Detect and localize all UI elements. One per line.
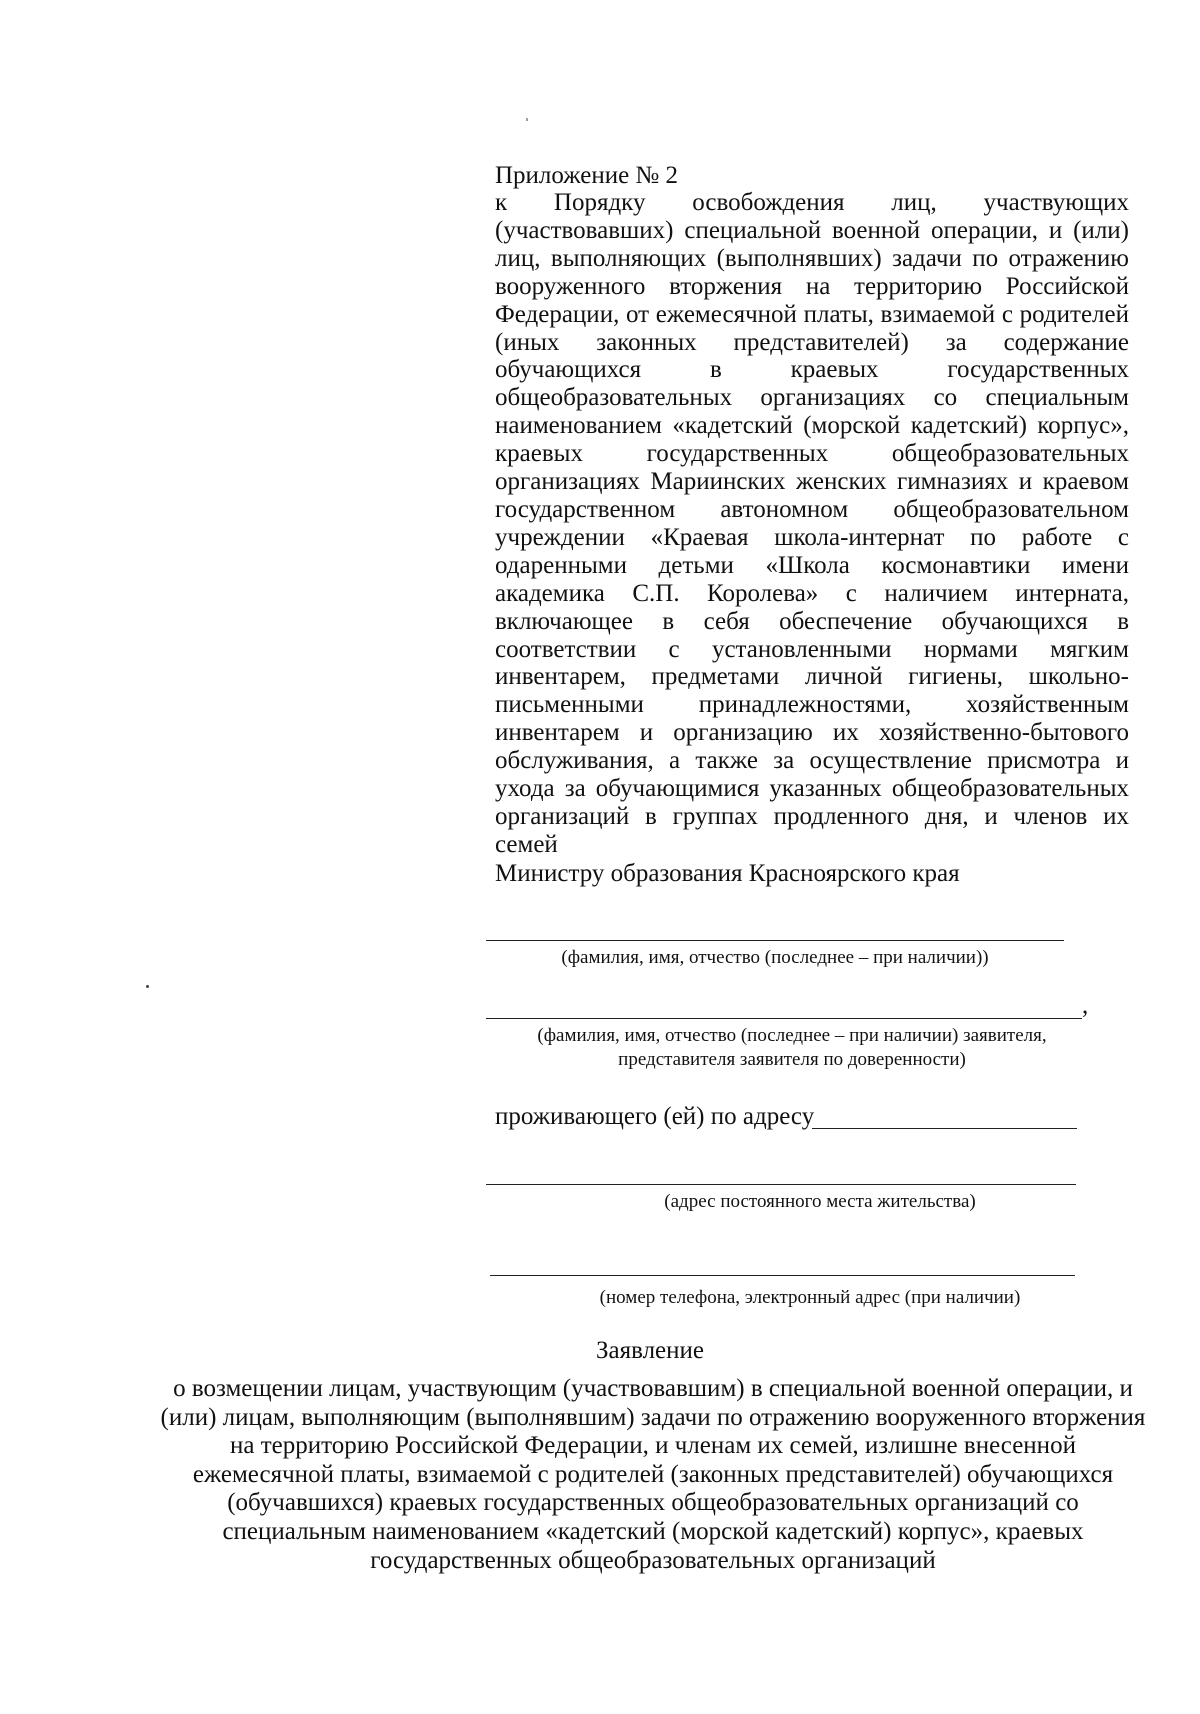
- name-input-line[interactable]: [486, 940, 1064, 941]
- contact-input-line[interactable]: [490, 1275, 1075, 1276]
- applicant-comma: ,: [1082, 992, 1089, 1019]
- address-caption: (адрес постоянного места жительства): [664, 1191, 976, 1212]
- statement-subject: о возмещении лицам, участвующим (участвовавшим) в специальной военной операции, и (или) лицам, выполняющим (выполнявшим) задачи по отражению вооруженного вторжения на территорию Российской Федерации, и членам их семей, излишне внесенной ежемесячной платы, взимаемой с родителей (законных представителей) обучающихся (обучавшихся) краевых государственных общеобразовательных организаций со специальным наименованием «кадетский (морской кадетский) корпус», краевых государственных общеобразовательных организаций: [160, 1375, 1146, 1574]
- appendix-title: Приложение № 2: [495, 162, 679, 189]
- scan-dot: [146, 985, 149, 988]
- contact-caption: (номер телефона, электронный адрес (при наличии): [599, 1287, 1021, 1308]
- address-input-line[interactable]: [812, 1128, 1077, 1129]
- appendix-body: к Порядку освобождения лиц, участвующих (участвовавших) специальной военной операции, и (или) лиц, выполняющих (выполнявших) задачи по отражению вооруженного вторжения на территорию Российской Федерации, от ежемесячной платы, взимаемой с родителей (иных законных представителей) за содержание обучающихся в краевых государственных общеобразовательных организациях со специальным наименованием «кадетский (морской кадетский) корпус», краевых государственных общеобразовательных организациях Мариинских женских гимназиях и краевом государственном автономном общеобразовательном учреждении «Краевая школа-интернат по работе с одаренными детьми «Школа космонавтики имени академика С.П. Королева» с наличием интерната, включающее в себя обеспечение обучающихся в соответствии с установленными нормами мягким инвентарем, предметами личной гигиены, школьно-письменными принадлежностями, хозяйственным инвентарем и организацию их хозяйственно-бытового обслуживания, а также за осуществление присмотра и ухода за обучающимися указанных общеобразовательных организаций в группах продленного дня, и членов их семей: [495, 189, 1129, 858]
- name-caption: (фамилия, имя, отчество (последнее – при наличии)): [561, 947, 989, 968]
- scan-mark: ˌ: [524, 101, 530, 121]
- residing-label: проживающего (ей) по адресу: [495, 1103, 815, 1130]
- statement-title: Заявление: [595, 1337, 705, 1364]
- address-continuation-line[interactable]: [486, 1184, 1076, 1185]
- applicant-caption-line2: представителя заявителя по доверенности): [618, 1049, 966, 1070]
- applicant-caption-line1: (фамилия, имя, отчество (последнее – при наличии) заявителя,: [537, 1025, 1047, 1046]
- applicant-input-line[interactable]: [486, 1018, 1082, 1019]
- addressee-minister: Министру образования Красноярского края: [495, 860, 960, 887]
